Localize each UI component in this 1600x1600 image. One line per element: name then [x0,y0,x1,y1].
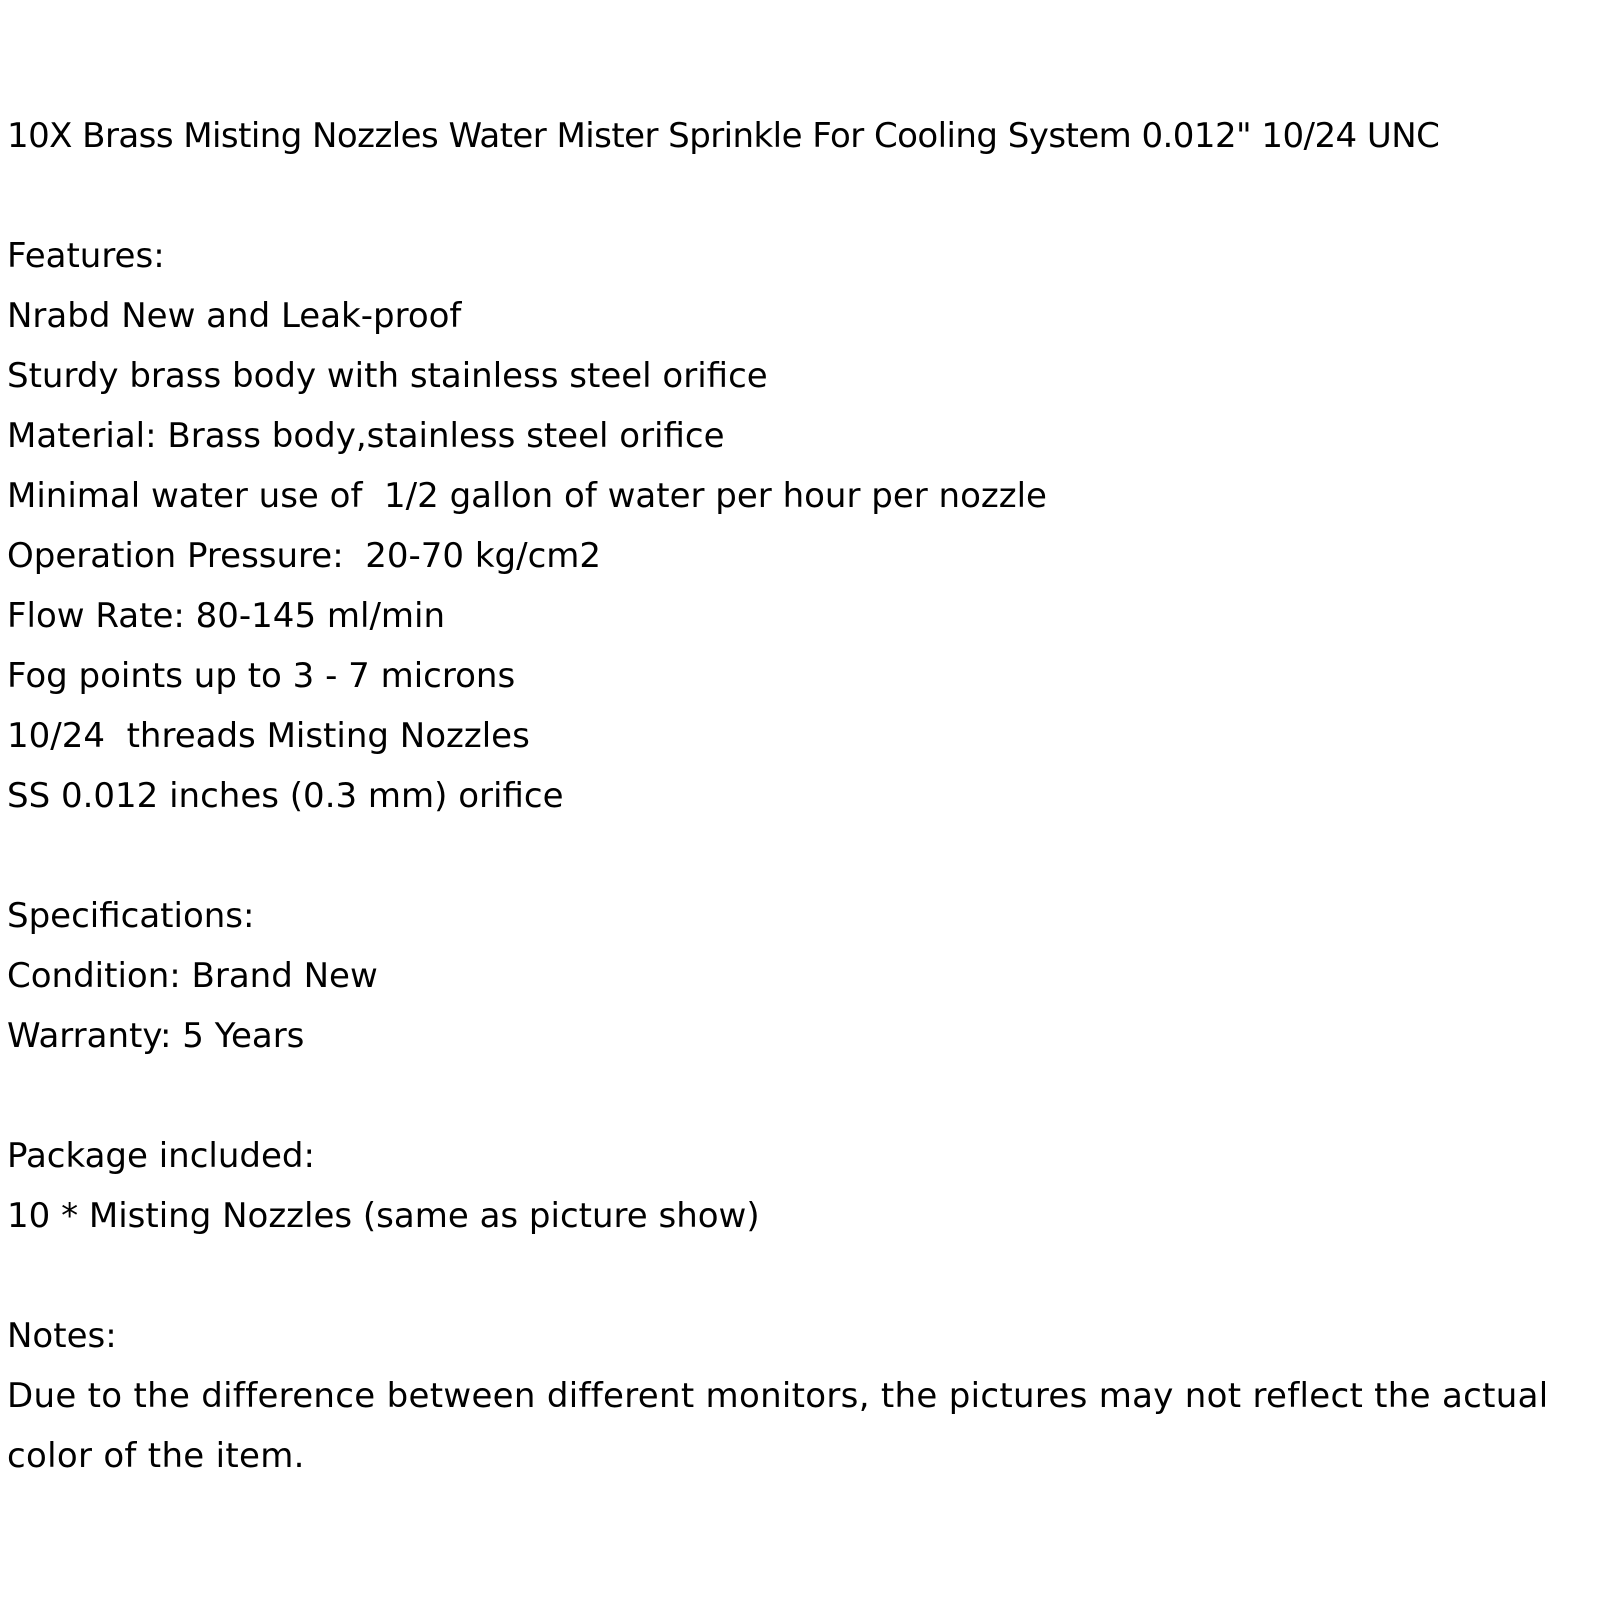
spacer [7,1066,1593,1126]
notes-text: Due to the difference between different monitors, the pictures may not reflect the actual color of the item. [7,1376,1549,1476]
spacer [7,1246,1593,1306]
feature-item: Minimal water use of 1/2 gallon of water per hour per nozzle [7,476,1047,516]
spacer [7,166,1593,226]
feature-item: Material: Brass body,stainless steel orifice [7,416,725,456]
product-title: 10X Brass Misting Nozzles Water Mister Sprinkle For Cooling System 0.012" 10/24 UNC [7,116,1440,156]
package-item: 10 * Misting Nozzles (same as picture show) [7,1196,760,1236]
feature-item: Nrabd New and Leak-proof [7,296,462,336]
spacer [7,826,1593,886]
product-description [7,106,1593,1486]
specification-item: Warranty: 5 Years [7,1016,305,1056]
package-heading: Package included: [7,1136,315,1176]
features-heading: Features: [7,236,165,276]
feature-item: SS 0.012 inches (0.3 mm) orifice [7,776,564,816]
notes-heading: Notes: [7,1316,117,1356]
feature-item: Fog points up to 3 - 7 microns [7,656,516,696]
feature-item: Flow Rate: 80-145 ml/min [7,596,446,636]
feature-item: Sturdy brass body with stainless steel orifice [7,356,768,396]
specification-item: Condition: Brand New [7,956,378,996]
specifications-heading: Specifications: [7,896,255,936]
feature-item: 10/24 threads Misting Nozzles [7,716,530,756]
feature-item: Operation Pressure: 20-70 kg/cm2 [7,536,602,576]
